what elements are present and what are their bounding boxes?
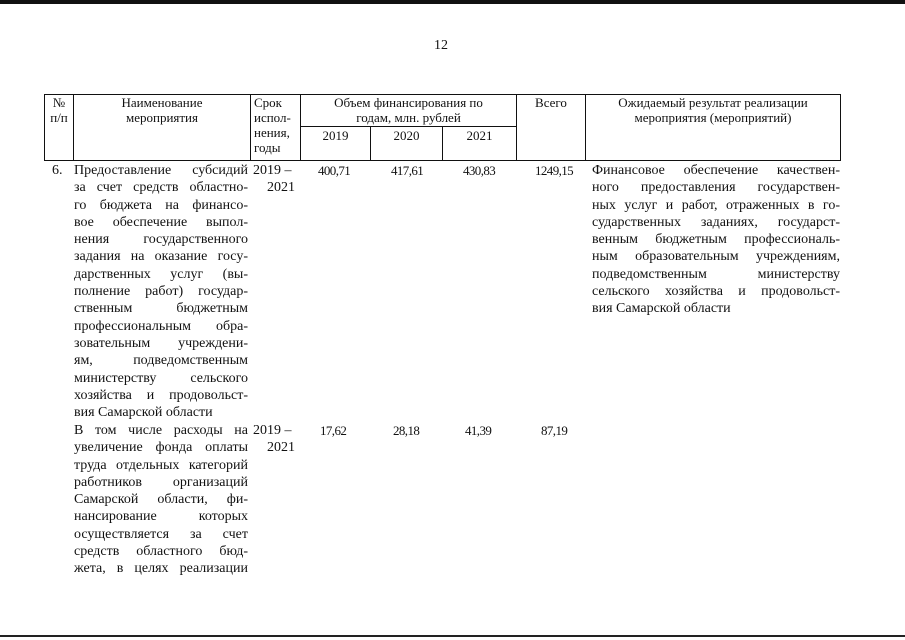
- text-line: работников организаций: [74, 474, 248, 490]
- text-line: ного предоставления государствен-: [592, 180, 840, 196]
- bottom-border: [0, 635, 905, 637]
- header-result: Ожидаемый результат реализации мероприятия (мероприятий): [618, 95, 808, 125]
- text-line: В том числе расходы на: [74, 423, 248, 438]
- text-line: профессиональным обра-: [74, 318, 248, 334]
- row-1-name: [74, 162, 248, 421]
- header-year-2021: 2021: [466, 128, 493, 143]
- text-line: задания на оказание госу-: [74, 249, 248, 265]
- header-total: Всего: [535, 95, 567, 110]
- text-line: вия Самарской области: [74, 405, 213, 421]
- row-1-2021: 430,83: [463, 163, 496, 178]
- text-line: за счет средств областно-: [74, 180, 248, 196]
- text-line: вое обеспечение выпол-: [74, 214, 248, 230]
- text-line: ных услуг и работ, отраженных в го-: [592, 197, 840, 213]
- page-number: 12: [434, 38, 448, 53]
- text-line: вия Самарской области: [592, 301, 731, 317]
- row-1-2019: 400,71: [318, 163, 351, 178]
- header-num: № п/п: [50, 95, 68, 125]
- text-line: увеличение фонда оплаты: [74, 440, 248, 456]
- text-line: труда отдельных категорий: [74, 457, 248, 473]
- header-funding: Объем финансирования по годам, млн. рублей: [334, 95, 483, 125]
- text-line: хозяйства и продовольст-: [74, 387, 248, 403]
- top-border: [0, 0, 905, 4]
- header-bottom-border: [44, 160, 841, 161]
- text-line: Финансовое обеспечение качествен-: [592, 163, 840, 178]
- row-1-term: 2019 – 2021: [253, 163, 295, 196]
- row-2-2020: 28,18: [393, 423, 420, 438]
- text-line: сельского хозяйства и продовольст-: [592, 284, 840, 300]
- row-2-term: 2019 – 2021: [253, 423, 295, 456]
- header-term: Срок испол- нения, годы: [254, 95, 291, 155]
- text-line: министерству сельского: [74, 370, 248, 386]
- text-line: осуществляется за счет: [74, 526, 248, 542]
- text-line: ным образовательным учреждениям,: [592, 249, 840, 265]
- header-year-2020: 2020: [393, 128, 420, 143]
- text-line: венным бюджетным профессиональ-: [592, 232, 840, 248]
- header-year-2019: 2019: [322, 128, 349, 143]
- text-line: дарственных услуг (вы-: [74, 266, 248, 282]
- row-2-total: 87,19: [541, 423, 568, 438]
- text-line: полнение работ) государ-: [74, 284, 248, 300]
- header-name: Наименование мероприятия: [121, 95, 203, 125]
- text-line: го бюджета на финансо-: [74, 197, 248, 213]
- row-1-2020: 417,61: [391, 163, 424, 178]
- text-line: жета, в целях реализации: [74, 561, 248, 577]
- row-2-2019: 17,62: [320, 423, 347, 438]
- text-line: ственным бюджетным: [74, 301, 248, 317]
- row-1-total: 1249,15: [535, 163, 574, 178]
- text-line: Предоставление субсидий: [74, 163, 248, 178]
- text-line: подведомственным министерству: [592, 266, 840, 282]
- row-2-name: [74, 422, 248, 578]
- text-line: зовательным учреждени-: [74, 335, 248, 351]
- row-1-num: 6.: [52, 163, 63, 178]
- text-line: нансирование которых: [74, 509, 248, 525]
- row-1-result: [592, 162, 840, 318]
- row-2-2021: 41,39: [465, 423, 492, 438]
- text-line: ям, подведомственным: [74, 353, 248, 369]
- funding-subheader-border: [300, 126, 516, 127]
- text-line: нения государственного: [74, 232, 248, 248]
- text-line: Самарской области, фи-: [74, 492, 248, 508]
- col-border-right: [840, 94, 841, 160]
- text-line: сударственных заданиях, государст-: [592, 214, 840, 230]
- text-line: средств областного бюд-: [74, 544, 248, 560]
